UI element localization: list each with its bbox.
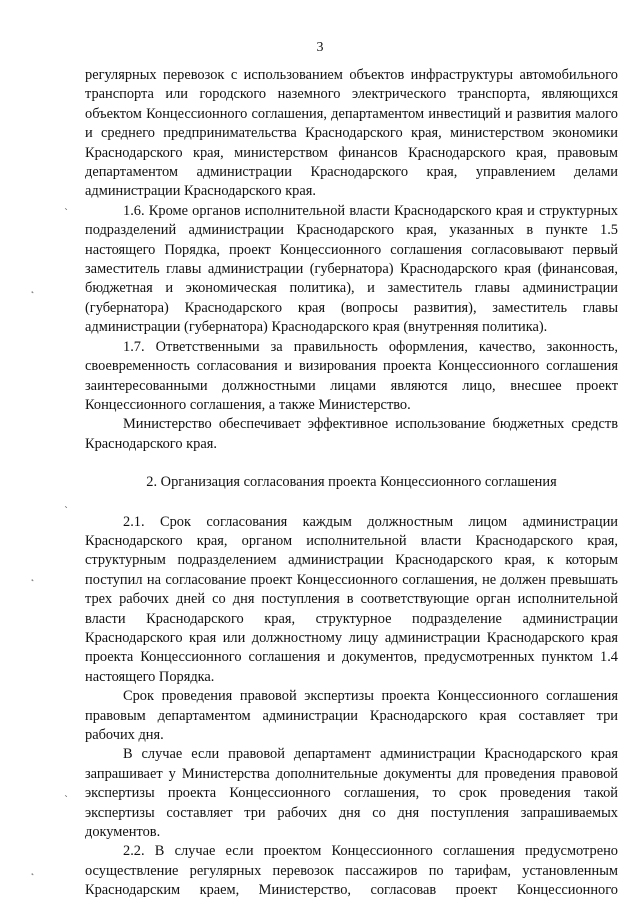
paragraph-1-7: 1.7. Ответственными за правильность оформления, качество, законность, своевременность согласования и визирования проекта Концессионного соглашения заинтересованными должностными лицами являются лицо, внесшее проект Концессионного соглашения, а также Министерство. — [85, 338, 618, 413]
margin-mark: ˛ — [30, 571, 35, 582]
paragraph-ministry: Министерство обеспечивает эффективное использование бюджетных средств Краснодарского края. — [85, 416, 618, 452]
paragraph-2-2: 2.2. В случае если проектом Концессионного соглашения предусмотрено осуществление регулярных перевозок пассажиров по тарифам, установленным Краснодарским краем, Министерство, согласовав проект Концессионного — [85, 843, 618, 899]
paragraph-1-6: 1.6. Кроме органов исполнительной власти Краснодарского края и структурных подразделений администрации Краснодарского края, указанных в пункте 1.5 настоящего Порядка, проект Концессионного соглашения согласовывают первый заместитель главы администрации (губернатора) Краснодарского края (финансовая, бюджетная и экономическая политика), и заместитель главы администрации (губернатора) Краснодарского края (вопросы развития), заместитель главы администрации (губернатора) Краснодарского края (внутренняя политика). — [85, 202, 618, 336]
paragraph-legal-term: Срок проведения правовой экспертизы проекта Концессионного соглашения правовым департаментом администрации Краснодарского края составляет три рабочих дня. — [85, 688, 618, 743]
paragraph-continuation: регулярных перевозок с использованием объектов инфраструктуры автомобильного транспорта или городского наземного электрического транспорта, являющихся объектом Концессионного соглашения, департаментом инвестиций и развития малого и среднего предпринимательства Краснодарского края, министерством экономики Краснодарского края, министерством финансов Краснодарского края, правовым департаментом администрации Краснодарского края, управлением делами администрации Краснодарского края. — [85, 67, 618, 200]
margin-mark: ` — [64, 506, 69, 517]
margin-mark: ˛ — [30, 865, 35, 876]
paragraph-2-1: 2.1. Срок согласования каждым должностным лицом администрации Краснодарского края, органом исполнительной власти Краснодарского края, структурным подразделением администрации Краснодарского края, к которым поступил на согласование проект Концессионного соглашения, не должен превышать трех рабочих дней со дня поступления в соответствующие орган исполнительной власти Краснодарского края, структурное подразделение администрации Краснодарского края или должностному лицу администрации Краснодарского края проекта Концессионного соглашения и документов, предусмотренных пунктом 1.4 настоящего Порядка. — [85, 513, 618, 685]
margin-mark: ` — [64, 208, 69, 219]
document-body — [85, 66, 618, 901]
paragraph-legal-request: В случае если правовой департамент администрации Краснодарского края запрашивает у Министерства дополнительные документы для проведения правовой экспертизы проекта Концессионного соглашения, то срок проведения такой экспертизы составляет три рабочих дня со дня поступления запрашиваемых документов. — [85, 746, 618, 841]
margin-mark: ˛ — [30, 283, 35, 294]
margin-mark: ` — [64, 795, 69, 806]
page-number: 3 — [316, 40, 324, 55]
section-2-title: 2. Организация согласования проекта Концессионного соглашения — [146, 474, 557, 491]
